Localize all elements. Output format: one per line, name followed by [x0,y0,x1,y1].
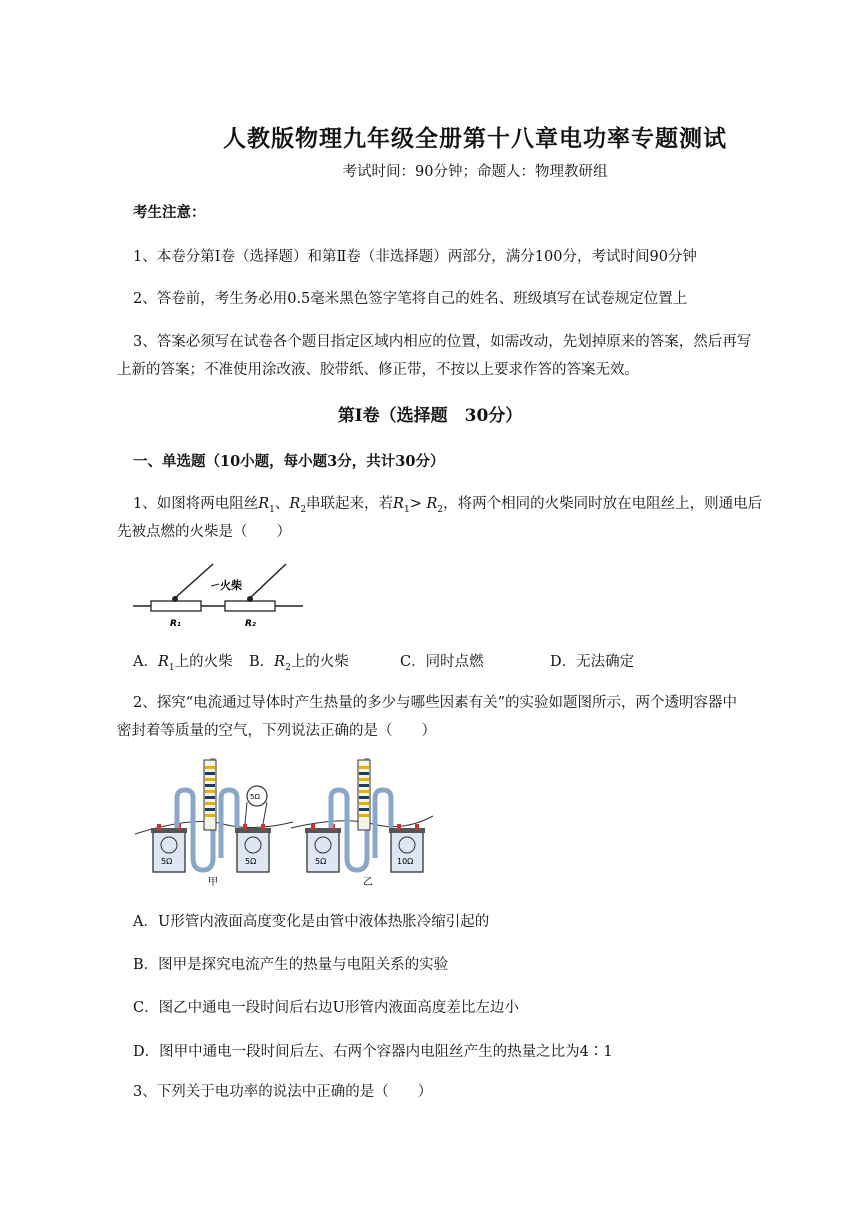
q1-cmp-r2-sub: 2 [437,504,444,515]
q2-jia-left-container [153,832,185,872]
q2-yi-scale-ticks [359,766,369,817]
q2-jia-right-lid [235,828,271,833]
notice-item-1: 1、本卷分第Ⅰ卷（选择题）和第Ⅱ卷（非选择题）两部分，满分100分，考试时间90分钟 [133,249,697,265]
section-title: 第Ⅰ卷（选择题 30分） [337,406,523,426]
q1-option-b-prefix: B． [249,654,275,670]
q2-jia-left-terminal-1 [157,824,161,830]
q1-option-b[interactable] [249,650,349,673]
q1-sep: 、 [274,496,290,512]
q1-resistor-r1 [151,601,201,611]
notice-heading: 考生注意： [133,204,206,221]
q2-option-a[interactable]: A．U形管内液面高度变化是由管中液体热胀冷缩引起的 [133,914,490,930]
notice-item-3-line2: 上新的答案；不准使用涂改液、胶带纸、修正带，不按以上要求作答的答案无效。 [117,362,639,378]
q1-option-a-r: R [157,654,169,670]
q1-match-pointer [211,584,219,586]
notice-item-3-line1: 3、答案必须写在试卷各个题目指定区域内相应的位置，如需改动，先划掉原来的答案，然后再写 [133,334,752,350]
q1-option-d[interactable]: D．无法确定 [550,654,635,670]
part-heading: 一、单选题（10小题，每小题3分，共计30分） [133,453,445,470]
q1-resistor-r2 [225,601,275,611]
q2-experiment-figure [133,758,443,890]
q2-jia-parallel-label: 5Ω [250,793,260,801]
q1-text-a: 1、如图将两电阻丝 [133,496,259,512]
q1-r2-label: R₂ [245,619,256,629]
q2-option-c[interactable]: C．图乙中通电一段时间后右边U形管内液面高度差比左边小 [133,1000,519,1016]
q1-option-a-prefix: A． [133,654,158,670]
page-title: 人教版物理九年级全册第十八章电功率专题测试 [223,125,727,152]
q2-yi-right-terminal-2 [415,824,419,830]
q2-yi-left-label: 5Ω [315,857,327,866]
q1-match-head-2 [247,596,253,602]
q1-r2: R [289,496,301,512]
q2-jia-right-terminal-2 [261,824,265,830]
q1-r1-sub: 1 [269,504,275,515]
q1-r2-sub: 2 [300,504,307,515]
q1-match-1 [175,564,213,598]
q2-jia-right-terminal-1 [243,824,247,830]
q1-text-c: ，将两个相同的火柴同时放在电阻丝上，则通电后 [443,496,763,512]
q2-jia-scale-ticks [205,766,215,817]
q1-match-2 [250,564,286,598]
q2-jia-parallel-lead-1 [245,802,247,824]
q2-jia-right-label: 5Ω [245,857,257,866]
q2-jia-u-tube-right [221,790,237,858]
q1-circuit-figure [133,560,308,630]
notice-item-2: 2、答卷前，考生务必用0.5毫米黑色签字笔将自己的姓名、班级填写在试卷规定位置上 [133,291,688,307]
q2-option-b[interactable]: B．图甲是探究电流产生的热量与电阻关系的实验 [133,957,449,973]
q1-r1-label: R₁ [170,619,181,629]
q1-option-b-r: R [274,654,286,670]
q2-stem-line2: 密封着等质量的空气，下列说法正确的是（ ） [117,723,436,739]
q1-text-b: 串联起来，若 [306,496,394,512]
q2-jia-left-label: 5Ω [161,857,173,866]
q2-jia-right-container [237,832,269,872]
q1-option-a-sub: 1 [168,662,175,673]
q2-yi-scale [358,760,370,830]
q2-yi-right-terminal-1 [397,824,401,830]
q1-stem-line2: 先被点燃的火柴是（ ） [117,524,291,540]
q2-yi-left-container [307,832,339,872]
q1-cmp-r1-sub: 1 [403,504,410,515]
q1-cmp-r2: R [426,496,438,512]
q1-cmp-r1: R [393,496,404,512]
q3-stem-line1: 3、下列关于电功率的说法中正确的是（ ） [133,1084,433,1100]
q2-yi-left-lid [305,828,341,833]
q1-option-a-suffix: 上的火柴 [174,654,233,670]
q2-yi-right-container [391,832,423,872]
q2-stem-line1: 2、探究“电流通过导体时产生热量的多少与哪些因素有关”的实验如题图所示，两个透明容器中 [133,695,738,711]
q1-match-label: 火柴 [220,579,242,592]
q1-match-head-1 [172,596,178,602]
q2-jia-scale [204,760,216,830]
q1-option-b-sub: 2 [285,662,291,673]
q2-yi-caption: 乙 [363,877,373,888]
q2-yi-right-label: 10Ω [397,857,414,866]
q2-option-d[interactable]: D．图甲中通电一段时间后左、右两个容器内电阻丝产生的热量之比为4∶1 [133,1044,613,1060]
q1-option-b-suffix: 上的火柴 [290,654,349,670]
q2-yi-right-lid [389,828,425,833]
q2-jia-parallel-lead-2 [263,802,267,824]
q1-option-a[interactable] [133,650,233,673]
q1-r1: R [258,496,270,512]
q1-option-c[interactable]: C．同时点燃 [400,654,484,670]
q2-jia-caption: 甲 [208,877,218,888]
q1-cmp-op: > [409,496,427,512]
q2-yi-u-tube-right [375,790,391,858]
q2-jia-left-lid [151,828,187,833]
q2-yi-left-terminal-1 [311,824,315,830]
exam-subtitle: 考试时间：90分钟；命题人：物理教研组 [342,164,608,180]
